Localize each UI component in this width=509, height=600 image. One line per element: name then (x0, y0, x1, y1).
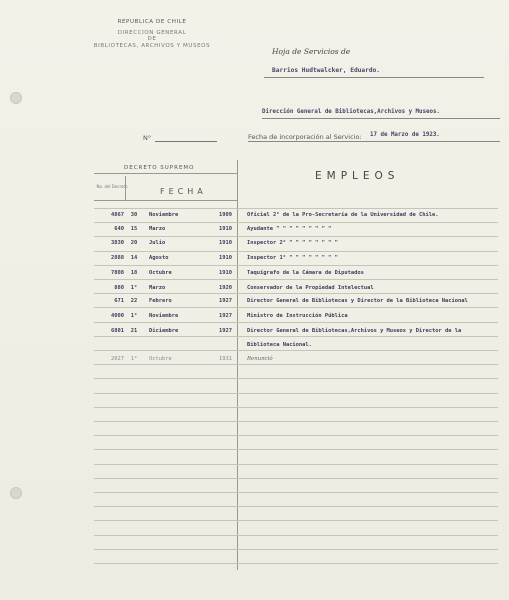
ruled-line (94, 378, 498, 379)
date-day: 15 (130, 226, 138, 232)
col-header-empleos: EMPLEOS (315, 170, 400, 182)
table-row (0, 313, 509, 323)
date-month: Marzo (149, 285, 166, 291)
decreto-section-title: DECRETO SUPREMO (124, 165, 195, 171)
employee-name: Barrios Hudtwalcker, Eduardo. (272, 67, 381, 74)
date-month: Noviembre (149, 313, 179, 319)
punch-hole-top (10, 92, 22, 104)
ruled-line (94, 464, 498, 465)
form-title: Hoja de Servicios de (272, 47, 351, 56)
name-underline (264, 77, 484, 78)
empleo-text: Director General de Bibliotecas,Archivos y Museos y Director de la (247, 328, 462, 334)
number-label: N° (143, 134, 152, 142)
date-day: 14 (130, 255, 138, 261)
date-day: 30 (130, 212, 138, 218)
incorporation-date-label: Fecha de incorporación al Servicio: (248, 133, 362, 141)
table-row (0, 298, 509, 308)
ruled-line (94, 222, 498, 223)
letterhead (82, 18, 222, 50)
decree-number: 671 (114, 298, 124, 304)
ruled-line (94, 506, 498, 507)
table-row (0, 226, 509, 236)
letterhead-line-2: DIRECCION GENERAL (117, 30, 187, 36)
ruled-line (94, 449, 498, 450)
ruled-line (94, 478, 498, 479)
letterhead-line-4: BIBLIOTECAS, ARCHIVOS Y MUSEOS (93, 43, 211, 49)
direccion-value: Dirección General de Bibliotecas,Archivos y Museos. (262, 109, 440, 115)
letterhead-line-3: DE (147, 36, 157, 42)
ruled-line (94, 236, 498, 237)
ruled-line (94, 208, 498, 209)
empleo-text: Ministro de Instrucción Pública (247, 313, 348, 319)
ruled-line (94, 563, 498, 564)
date-month: Marzo (149, 226, 166, 232)
incorporation-date-underline (248, 141, 500, 142)
date-month: Octubre (149, 270, 172, 276)
date-year: 1910 (219, 226, 232, 232)
date-day: 20 (130, 240, 138, 246)
table-row (0, 342, 509, 352)
table-row (0, 328, 509, 338)
decree-number: 880 (114, 285, 124, 291)
date-year: 1910 (219, 240, 232, 246)
decree-number: 7808 (111, 270, 124, 276)
ruled-line (94, 520, 498, 521)
incorporation-date-value: 17 de Marzo de 1923. (370, 132, 440, 138)
header-bottom-rule (94, 200, 237, 201)
date-month: Febrero (149, 298, 172, 304)
letterhead-line-1: REPUBLICA DE CHILE (117, 19, 187, 25)
empleo-text: Inspector 2° " " " " " " " " (247, 240, 338, 246)
decreto-title-rule (94, 173, 237, 174)
empleo-text: Ayudante " " " " " " " " " (247, 226, 332, 232)
empleo-text: Taquígrafo de la Cámara de Diputados (247, 270, 364, 276)
decree-number: 4000 (111, 313, 124, 319)
date-day: 1° (130, 285, 138, 291)
ruled-line (94, 492, 498, 493)
table-row (0, 255, 509, 265)
empleo-text: Director General de Bibliotecas y Director de la Biblioteca Nacional (247, 298, 468, 304)
date-day: 22 (130, 298, 138, 304)
date-month: Octubre (149, 356, 172, 362)
decree-number: 2027 (111, 356, 124, 362)
number-underline (155, 141, 217, 142)
empleo-text: Biblioteca Nacional. (247, 342, 312, 348)
date-year: 1910 (219, 270, 232, 276)
decree-number: 640 (114, 226, 124, 232)
table-row (0, 356, 509, 366)
ruled-line (94, 251, 498, 252)
date-year: 1909 (219, 212, 232, 218)
col-header-decreto: No. del Decreto (96, 184, 128, 189)
date-year: 1927 (219, 313, 232, 319)
ruled-line (94, 393, 498, 394)
table-row (0, 270, 509, 280)
table-row (0, 240, 509, 250)
date-day: 21 (130, 328, 138, 334)
date-month: Agosto (149, 255, 169, 261)
date-day: 1° (130, 356, 138, 362)
table-row (0, 212, 509, 222)
date-year: 1931 (219, 356, 232, 362)
date-year: 1910 (219, 255, 232, 261)
ruled-line (94, 421, 498, 422)
direccion-underline (262, 118, 500, 119)
ruled-line (94, 535, 498, 536)
col-divider-1 (125, 176, 126, 200)
empleo-text: Conservador de la Propiedad Intelectual (247, 285, 374, 291)
decree-number: 6801 (111, 328, 124, 334)
date-month: Noviembre (149, 212, 179, 218)
decree-number: 3830 (111, 240, 124, 246)
ruled-line (94, 435, 498, 436)
date-day: 18 (130, 270, 138, 276)
col-header-fecha: FECHA (160, 187, 207, 196)
empleo-text: Inspector 1° " " " " " " " " (247, 255, 338, 261)
decree-number: 2888 (111, 255, 124, 261)
date-month: Julio (149, 240, 166, 246)
punch-hole-bottom (10, 487, 22, 499)
date-year: 1927 (219, 298, 232, 304)
date-year: 1927 (219, 328, 232, 334)
date-day: 1° (130, 313, 138, 319)
empleo-text: Oficial 2° de la Pro-Secretaría de la Universidad de Chile. (247, 212, 439, 218)
decree-number: 4867 (111, 212, 124, 218)
ruled-line (94, 549, 498, 550)
date-year: 1920 (219, 285, 232, 291)
date-month: Diciembre (149, 328, 179, 334)
empleo-text: Renunció (247, 356, 273, 362)
ruled-line (94, 407, 498, 408)
table-row (0, 285, 509, 295)
